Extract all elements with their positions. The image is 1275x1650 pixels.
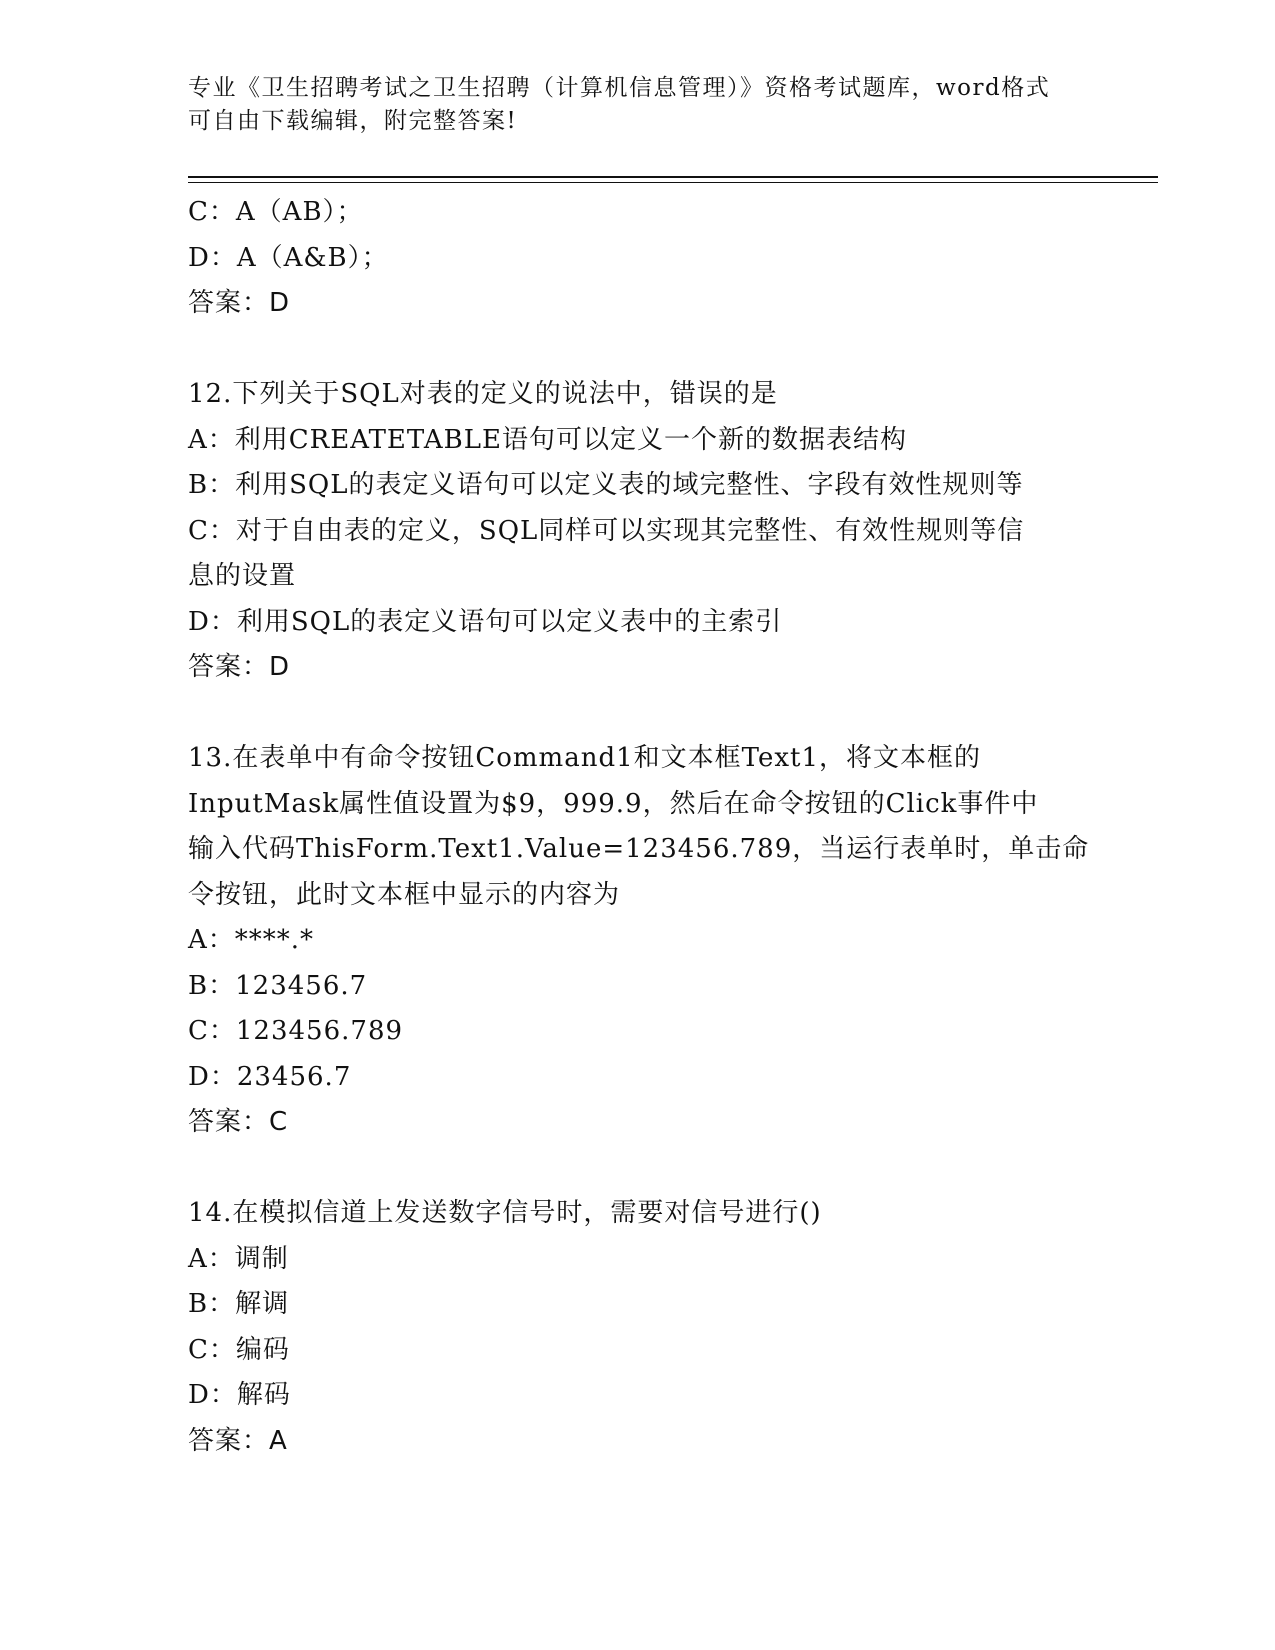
answer-line: 答案：D — [188, 288, 291, 318]
option-b: B：利用SQL的表定义语句可以定义表的域完整性、字段有效性规则等 — [188, 470, 1024, 500]
header-line-1: 专业《卫生招聘考试之卫生招聘（计算机信息管理）》资格考试题库，word格式 — [188, 75, 1051, 101]
option-b: B：123456.7 — [188, 970, 368, 1001]
option-c: C：对于自由表的定义，SQL同样可以实现其完整性、有效性规则等信 — [188, 515, 1025, 546]
option-c: C：A（AB）； — [188, 197, 364, 227]
question-stem: 12.下列关于SQL对表的定义的说法中，错误的是 — [188, 379, 778, 409]
option-c-continued: 息的设置 — [188, 561, 297, 591]
option-d: D：利用SQL的表定义语句可以定义表中的主索引 — [188, 606, 783, 637]
option-a: A：****.* — [188, 925, 315, 955]
header-divider-thin — [188, 182, 1158, 183]
answer-line: 答案：A — [188, 1425, 288, 1456]
question-12 — [188, 372, 1088, 691]
header-line-2: 可自由下载编辑，附完整答案! — [188, 108, 518, 134]
header-divider-thick — [188, 176, 1158, 178]
option-c: C：编码 — [188, 1334, 290, 1365]
option-a: A：利用CREATETABLE语句可以定义一个新的数据表结构 — [188, 424, 907, 455]
answer-line: 答案：D — [188, 652, 291, 682]
question-stem-continued: 输入代码ThisForm.Text1.Value=123456.789，当运行表单时，单击命 — [188, 834, 1090, 864]
question-list — [188, 190, 1088, 1464]
document-header — [188, 72, 1088, 138]
answer-line: 答案：C — [188, 1107, 289, 1137]
option-d: D：解码 — [188, 1380, 291, 1410]
spacer — [188, 1146, 1088, 1192]
option-d: D：23456.7 — [188, 1061, 352, 1092]
question-11-tail — [188, 190, 1088, 327]
question-stem-continued: InputMask属性值设置为$9，999.9，然后在命令按钮的Click事件中 — [188, 788, 1039, 819]
option-c: C：123456.789 — [188, 1016, 404, 1046]
spacer — [188, 691, 1088, 737]
spacer — [188, 327, 1088, 373]
question-14 — [188, 1191, 1088, 1464]
option-a: A：调制 — [188, 1243, 289, 1274]
option-d: D：A（A&B）； — [188, 242, 389, 273]
question-stem: 14.在模拟信道上发送数字信号时，需要对信号进行() — [188, 1198, 822, 1228]
question-stem-continued: 令按钮，此时文本框中显示的内容为 — [188, 879, 621, 910]
option-b: B：解调 — [188, 1289, 290, 1319]
question-13 — [188, 736, 1088, 1146]
question-stem: 13.在表单中有命令按钮Command1和文本框Text1，将文本框的 — [188, 743, 981, 773]
